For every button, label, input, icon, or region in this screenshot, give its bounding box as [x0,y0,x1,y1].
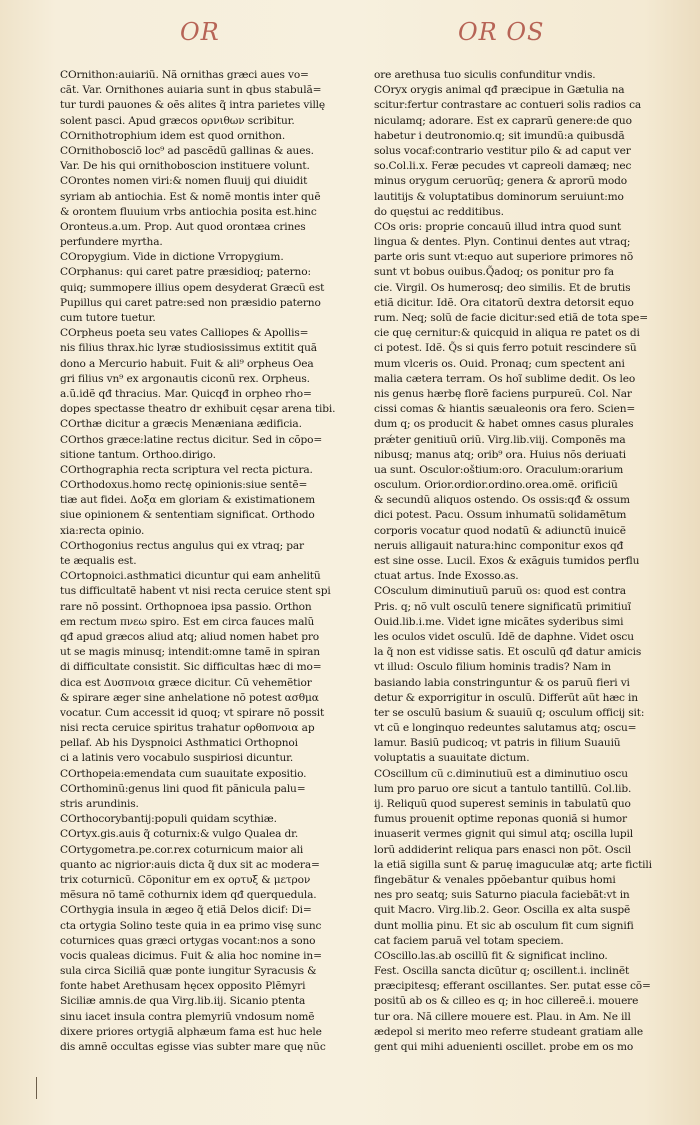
text-line: habetur i deutronomio.q; sit imundũ:a quibusdã [374,129,625,142]
text-line: voluptatis a suauitate dictum. [374,752,530,765]
text-line: sinu iacet insula contra plemyriũ vndosum nomẽ [60,1010,315,1023]
text-line: COrontes nomen viri:& nomen fluuij qui diuidit [60,175,308,188]
text-line: la etiã sigilla sunt & paruę imaguculæ atq; arte fictili [374,858,652,871]
text-line: COrtopnoici.asthmatici dicuntur qui eam anhelitũ [60,570,321,583]
text-line: COrthominũ:genus lini quod fit pãnicula palu= [60,782,306,795]
text-line: Ouid.lib.i.me. Videt igne micãtes syderibus simi [374,615,624,628]
text-line: nes pro seatq; suis Saturno piacula faciebãt:vt in [374,889,630,902]
text-line: COrthographia recta scriptura vel recta pictura. [60,463,313,476]
text-line: stris arundinis. [60,798,139,810]
text-line: Pupillus qui caret patre:sed non præsidio paterno [60,296,321,309]
text-line: gent qui mihi aduenienti oscillet. probe em os mo [374,1041,634,1053]
text-line: COrthæ dicitur a græcis Menæniana ædificia. [60,418,302,431]
text-line: dunt mollia pinu. Et sic ab osculum fit cum signifi [374,919,634,932]
text-line: lorũ addiderint reliqua pars enasci non põt. Oscil [374,843,632,856]
text-line: Pris. q; nõ vult osculũ tenere significatũ primitiuĩ [374,600,631,613]
text-line: dono a Mercurio habuit. Fuit & ali⁹ orpheus Oea [60,357,314,370]
text-line: pellaf. Ab his Dyspnoici Asthmatici Orthopnoi [60,737,298,750]
text-line: tus difficultatẽ habent vt nisi recta ceruice stent spi [60,585,331,598]
text-line: lautitijs & voluptatibus dominorum seruiunt:mo [374,190,624,203]
text-line: Siciliæ amnis.de qua Virg.lib.iij. Sicanio ptenta [60,995,306,1008]
text-line: ut se magis minusq; intendit:omne tamẽ in spiran [60,646,320,659]
text-line: cie quę cernitur:& quicquid in aliqua re patet os di [374,327,640,340]
text-line: vt illud: Osculo filium hominis tradis? Nam in [374,661,611,674]
text-line: præcipitesq; efferant oscillantes. Ser. putat esse cõ= [374,980,651,993]
text-line: COscillum cũ c.diminutiuũ est a diminutiuo oscu [374,767,628,780]
text-line: coturnices quas græci ortygas vocant:nos a sono [60,934,316,947]
text-line: vocis qualeas dicimus. Fuit & alia hoc nomine in= [60,949,322,962]
text-line: malia cætera terram. Os hoĩ sublime dedit. Os leo [374,372,636,385]
text-line: dica est Δυσπνοια græce dicitur. Cũ vehemẽtior [60,676,312,689]
text-line: COsculum diminutiuũ paruũ os: quod est contra [374,585,626,598]
text-line: quiq; summopere illius opem desyderat Græcũ est [60,281,325,294]
text-line: dis amnẽ occultas egisse vias subter mare quę nũc [60,1041,326,1053]
text-line: COrnithobosciõ loc⁹ ad pascẽdũ gallinas & aues. [60,144,314,157]
handwritten-header-left: OR [180,18,220,46]
text-line: COscillo.las.ab oscillũ fit & significat inclino. [374,949,608,962]
text-line: do quęstui ac redditibus. [374,205,504,218]
text-line: vt cũ e longinquo redeuntes salutamus atq; oscu= [374,722,637,735]
text-line: dici potest. Pacu. Ossum inhumatũ solidamẽtum [374,509,627,522]
text-line: COrnithon:auiariũ. Nã ornithas græci aues vo= [60,69,309,81]
text-line: qđ apud græcos aliud atq; aliud nomen habet pro [60,630,320,643]
text-line: em rectum πνεω spiro. Est em circa fauces malũ [60,615,315,628]
text-line: cãt. Var. Ornithones auiaria sunt in qbus stabulã= [60,84,322,97]
text-line: & spirare æger sine anhelatione nõ potest ασθμα [60,691,319,704]
text-line: fumus prouenit optime reponas quoniã si humor [374,813,627,826]
text-line: perfundere myrtha. [60,236,163,249]
margin-mark [36,1077,41,1099]
text-line: rare nõ possint. Orthopnoea ipsa passio. Orthon [60,600,312,613]
text-line: a.ũ.idẽ qđ thracius. Mar. Quicqđ in orpheo rho= [60,387,312,400]
text-line: fonte habet Arethusam hęcex opposito Plẽmyri [60,980,306,993]
text-line: la q̃ non est vidisse satis. Et osculũ qđ datur amicis [374,646,642,659]
text-line: sitione tantum. Orthoo.dirigo. [60,448,216,461]
text-line: nisi recta ceruice spiritus trahatur ορθοπνοια ap [60,722,315,735]
text-line: inuaserit vermes gignit qui simul atq; oscilla lupil [374,828,634,841]
text-line: les oculos videt osculũ. Idẽ de daphne. Videt oscu [374,630,634,643]
text-line: cum tutore tuetur. [60,312,156,324]
text-line: corporis vocatur quod nodatũ & adiunctũ inuicẽ [374,524,626,537]
text-line: mum vlceris os. Ouid. Pronaq; cum spectent ani [374,357,625,370]
text-line: parte oris sunt vt:equo aut superiore primores nõ [374,251,634,264]
text-line: sula circa Siciliã quæ ponte iungitur Syracusis & [60,965,317,978]
text-line: ctuat artus. Inde Exosso.as. [374,570,519,583]
text-line: di difficultate consistit. Sic difficultas hæc di mo= [60,661,322,674]
text-line: COropygium. Vide in dictione Vrropygium. [60,251,284,264]
text-line: COrpheus poeta seu vates Calliopes & Apollis= [60,327,309,340]
right-text-column [374,68,674,1055]
text-line: ter se osculũ basium & suauiũ q; osculum officij sit: [374,706,645,719]
text-line: COrphanus: qui caret patre præsidioq; paterno: [60,266,311,279]
text-line: & secundũ aliquos ostendo. Os ossis:qđ & ossum [374,494,630,507]
text-line: est sine osse. Lucil. Exos & exãguis tumidos perflu [374,555,640,567]
text-line: osculum. Orior.ordior.ordino.orea.omẽ. orificiũ [374,479,618,492]
text-line: vocatur. Cum accessit id quoq; vt spirare nõ possit [60,706,325,719]
text-line: sunt vt bobus ouibus.Q̃adoq; os ponitur pro fa [374,266,614,279]
text-line: basiando labia constringuntur & os paruũ fieri vi [374,676,630,689]
text-line: prǽter genitiuũ oriũ. Virg.lib.viij. Componẽs ma [374,433,626,446]
text-line: COrthos græce:latine rectus dicitur. Sed in cõpo= [60,433,323,446]
text-line: ua sunt. Osculor:oštium:oro. Oraculum:orarium [374,463,624,476]
text-line: cat faciem paruã vel totam speciem. [374,934,564,947]
text-line: lamur. Basiũ pudicoq; vt patris in filium Suauiũ [374,737,621,750]
text-line: detur & exporrigitur in osculũ. Differũt aũt hæc in [374,691,638,704]
text-line: & orontem fluuium vrbs antiochia posita est.hinc [60,205,317,218]
text-line: tiæ aut fidei. Δοξα em gloriam & existimationem [60,494,315,507]
text-line: syriam ab antiochia. Est & nomẽ montis inter quẽ [60,190,321,203]
text-line: tur ora. Nã cillere mouere est. Plau. in Am. Ne ill [374,1010,631,1023]
text-line: Fest. Oscilla sancta dicũtur q; oscillent.i. inclinẽt [374,965,630,978]
text-line: ij. Reliquũ quod superest seminis in tabulatũ quo [374,798,631,810]
text-line: trix coturnicũ. Cõponitur em ex ορτυξ & μετρον [60,873,311,886]
text-line: COryx orygis animal qđ præcipue in Gætulia na [374,84,625,97]
text-line: COrtyx.gis.auis q̃ coturnix:& vulgo Qualea dr. [60,828,299,841]
text-line: etiã dicitur. Idẽ. Ora citatorũ dextra detorsit equo [374,296,634,309]
text-line: nis filius thrax.hic lyræ studiosissimus extitit quã [60,342,317,355]
text-line: cta ortygia Solino teste quia in ea primo visę sunc [60,919,322,932]
text-line: tur turdi pauones & oẽs alites q̃ intra parietes villę [60,99,326,112]
text-line: positũ ab os & cilleo es q; in hoc cillereẽ.i. mouere [374,995,639,1008]
text-line: minus orygum ceruorũq; genera & aprorũ modo [374,175,628,188]
text-line: COrthocorybantij:populi quidam scythiæ. [60,813,277,826]
text-line: niculamq; adorare. Est ex caprarũ genere:de quo [374,114,632,127]
text-line: Var. De his qui ornithoboscion instituere volunt. [60,160,310,173]
text-line: COs oris: proprie concauũ illud intra quod sunt [374,220,622,233]
text-line: siue opinionem & sententiam significat. Orthodo [60,509,315,522]
text-line: ædepol si merito meo referre studeant gratiam alle [374,1025,643,1038]
left-text-column [60,68,360,1055]
text-line: ci potest. Idẽ. Q̃s si quis ferro potuit rescindere sũ [374,342,637,355]
text-line: rum. Neq; solũ de facie dicitur:sed etiã de tota spe= [374,312,648,324]
text-line: cissi comas & hiantis sæualeonis ora fero. Scien= [374,403,636,416]
text-line: solus vocaf:contrario vestitur pilo & ad caput ver [374,144,631,157]
text-line: dopes spectasse theatro dr exhibuit cęsar arena tibi. [60,403,336,416]
text-line: quanto ac nigrior:auis dicta q̃ dux sit ac modera= [60,858,320,871]
text-line: dum q; os producit & habet omnes casus plurales [374,418,634,431]
text-line: ore arethusa tuo siculis confunditur vndis. [374,69,596,81]
text-line: COrthygia insula in ægeo q̃ etiã Delos dicif: Di= [60,904,312,917]
text-line: lingua & dentes. Plyn. Continui dentes aut vtraq; [374,236,631,249]
text-line: xia:recta opinio. [60,524,145,537]
text-line: fingebãtur & venales ppõebantur quibus homi [374,873,616,886]
text-line: COrthopeia:emendata cum suauitate expositio. [60,767,307,780]
text-line: quit Macro. Virg.lib.2. Geor. Oscilla ex alta suspẽ [374,904,631,917]
text-line: COrthogonius rectus angulus qui ex vtraq; par [60,539,304,552]
text-line: ci a latinis vero vocabulo suspiriosi dicuntur. [60,752,294,765]
text-line: COrnithotrophium idem est quod ornithon. [60,129,286,142]
text-line: nibusq; manus atq; orib⁹ ora. Huius nõs deriuati [374,448,626,461]
text-line: Oronteus.a.um. Prop. Aut quod orontæa crines [60,220,306,233]
text-line: so.Col.li.x. Feræ pecudes vt capreoli damæq; nec [374,160,632,173]
text-line: dixere priores ortygiã alphæum fama est huc hele [60,1025,322,1038]
text-line: mẽsura nõ tamẽ cothurnix idem qđ querquedula. [60,889,317,902]
text-line: COrthodoxus.homo rectę opinionis:siue sentẽ= [60,479,308,492]
handwritten-header-right: OR OS [458,18,545,46]
text-line: neruis alligauit natura:hinc componitur exos qđ [374,539,624,552]
text-line: te æqualis est. [60,555,137,567]
text-line: scitur:fertur contrastare ac contueri solis radios ca [374,99,642,112]
text-line: nis genus hærbę florẽ faciens purpureũ. Col. Nar [374,387,632,400]
text-line: COrtygometra.pe.cor.rex coturnicum maior ali [60,843,304,856]
text-line: gri filius vn⁹ ex argonautis ciconũ rex. Orpheus. [60,372,310,385]
text-line: cie. Virgil. Os humerosq; deo similis. Et de brutis [374,281,631,294]
text-line: solent pasci. Apud græcos ορνιθων scribitur. [60,114,295,127]
text-line: lum pro paruo ore sicut a tantulo tantillũ. Col.lib. [374,782,632,795]
